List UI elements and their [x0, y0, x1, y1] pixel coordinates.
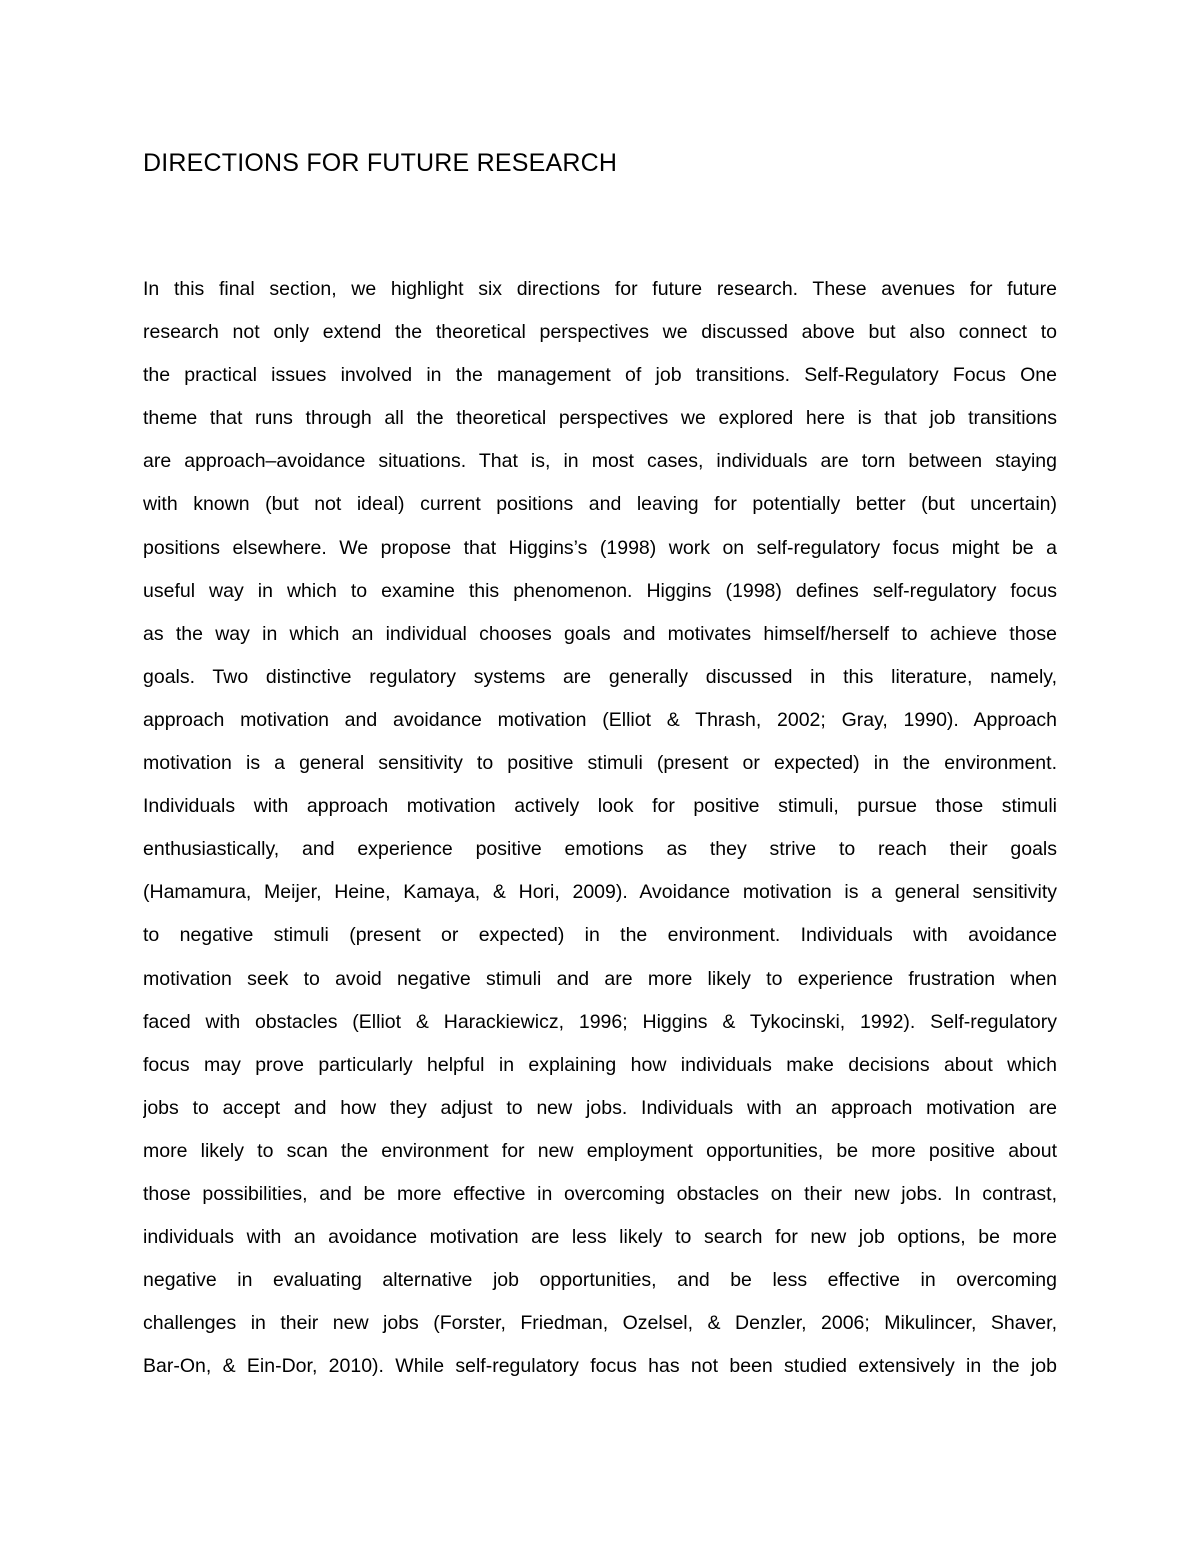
- paragraph-line: theme that runs through all the theoretical perspectives we explored here is that job transitions: [143, 407, 1057, 430]
- paragraph-line: negative in evaluating alternative job opportunities, and be less effective in overcoming: [143, 1269, 1057, 1292]
- paragraph-line: motivation seek to avoid negative stimuli and are more likely to experience frustration when: [143, 967, 1057, 990]
- paragraph-line: enthusiastically, and experience positive emotions as they strive to reach their goals: [143, 838, 1057, 861]
- paragraph-line: Bar-On, & Ein-Dor, 2010). While self-regulatory focus has not been studied extensively in the job: [143, 1355, 1057, 1378]
- paragraph-line: motivation is a general sensitivity to positive stimuli (present or expected) in the environment.: [143, 752, 1057, 775]
- paragraph-line: faced with obstacles (Elliot & Harackiewicz, 1996; Higgins & Tykocinski, 1992). Self-regulatory: [143, 1010, 1057, 1033]
- paragraph-line: more likely to scan the environment for new employment opportunities, be more positive about: [143, 1139, 1057, 1162]
- paragraph-line: goals. Two distinctive regulatory systems are generally discussed in this literature, namely,: [143, 665, 1057, 688]
- paragraph-line: to negative stimuli (present or expected) in the environment. Individuals with avoidance: [143, 924, 1057, 947]
- body-paragraph: [143, 268, 1057, 1388]
- section-heading: DIRECTIONS FOR FUTURE RESEARCH: [143, 149, 618, 177]
- paragraph-line: useful way in which to examine this phenomenon. Higgins (1998) defines self-regulatory focus: [143, 579, 1057, 602]
- paragraph-line: Individuals with approach motivation actively look for positive stimuli, pursue those stimuli: [143, 795, 1057, 818]
- paragraph-line: the practical issues involved in the management of job transitions. Self-Regulatory Focus One: [143, 364, 1057, 387]
- paragraph-line: as the way in which an individual chooses goals and motivates himself/herself to achieve those: [143, 622, 1057, 645]
- paragraph-line: In this final section, we highlight six directions for future research. These avenues for future: [143, 278, 1057, 300]
- paragraph-line: positions elsewhere. We propose that Higgins’s (1998) work on self-regulatory focus might be a: [143, 536, 1057, 559]
- paragraph-line: are approach–avoidance situations. That is, in most cases, individuals are torn between staying: [143, 450, 1057, 473]
- paragraph-line: approach motivation and avoidance motivation (Elliot & Thrash, 2002; Gray, 1990). Approach: [143, 708, 1057, 731]
- paragraph-line: (Hamamura, Meijer, Heine, Kamaya, & Hori, 2009). Avoidance motivation is a general sensitivity: [143, 881, 1057, 904]
- paragraph-line: individuals with an avoidance motivation are less likely to search for new job options, be more: [143, 1226, 1057, 1249]
- paragraph-line: those possibilities, and be more effective in overcoming obstacles on their new jobs. In contrast,: [143, 1182, 1057, 1205]
- paragraph-line: challenges in their new jobs (Forster, Friedman, Ozelsel, & Denzler, 2006; Mikulincer, Shaver,: [143, 1312, 1057, 1335]
- paragraph-line: jobs to accept and how they adjust to new jobs. Individuals with an approach motivation are: [143, 1096, 1057, 1119]
- paragraph-line: research not only extend the theoretical perspectives we discussed above but also connect to: [143, 321, 1057, 344]
- paragraph-line: with known (but not ideal) current positions and leaving for potentially better (but uncertain): [143, 493, 1057, 516]
- paragraph-line: focus may prove particularly helpful in explaining how individuals make decisions about which: [143, 1053, 1057, 1076]
